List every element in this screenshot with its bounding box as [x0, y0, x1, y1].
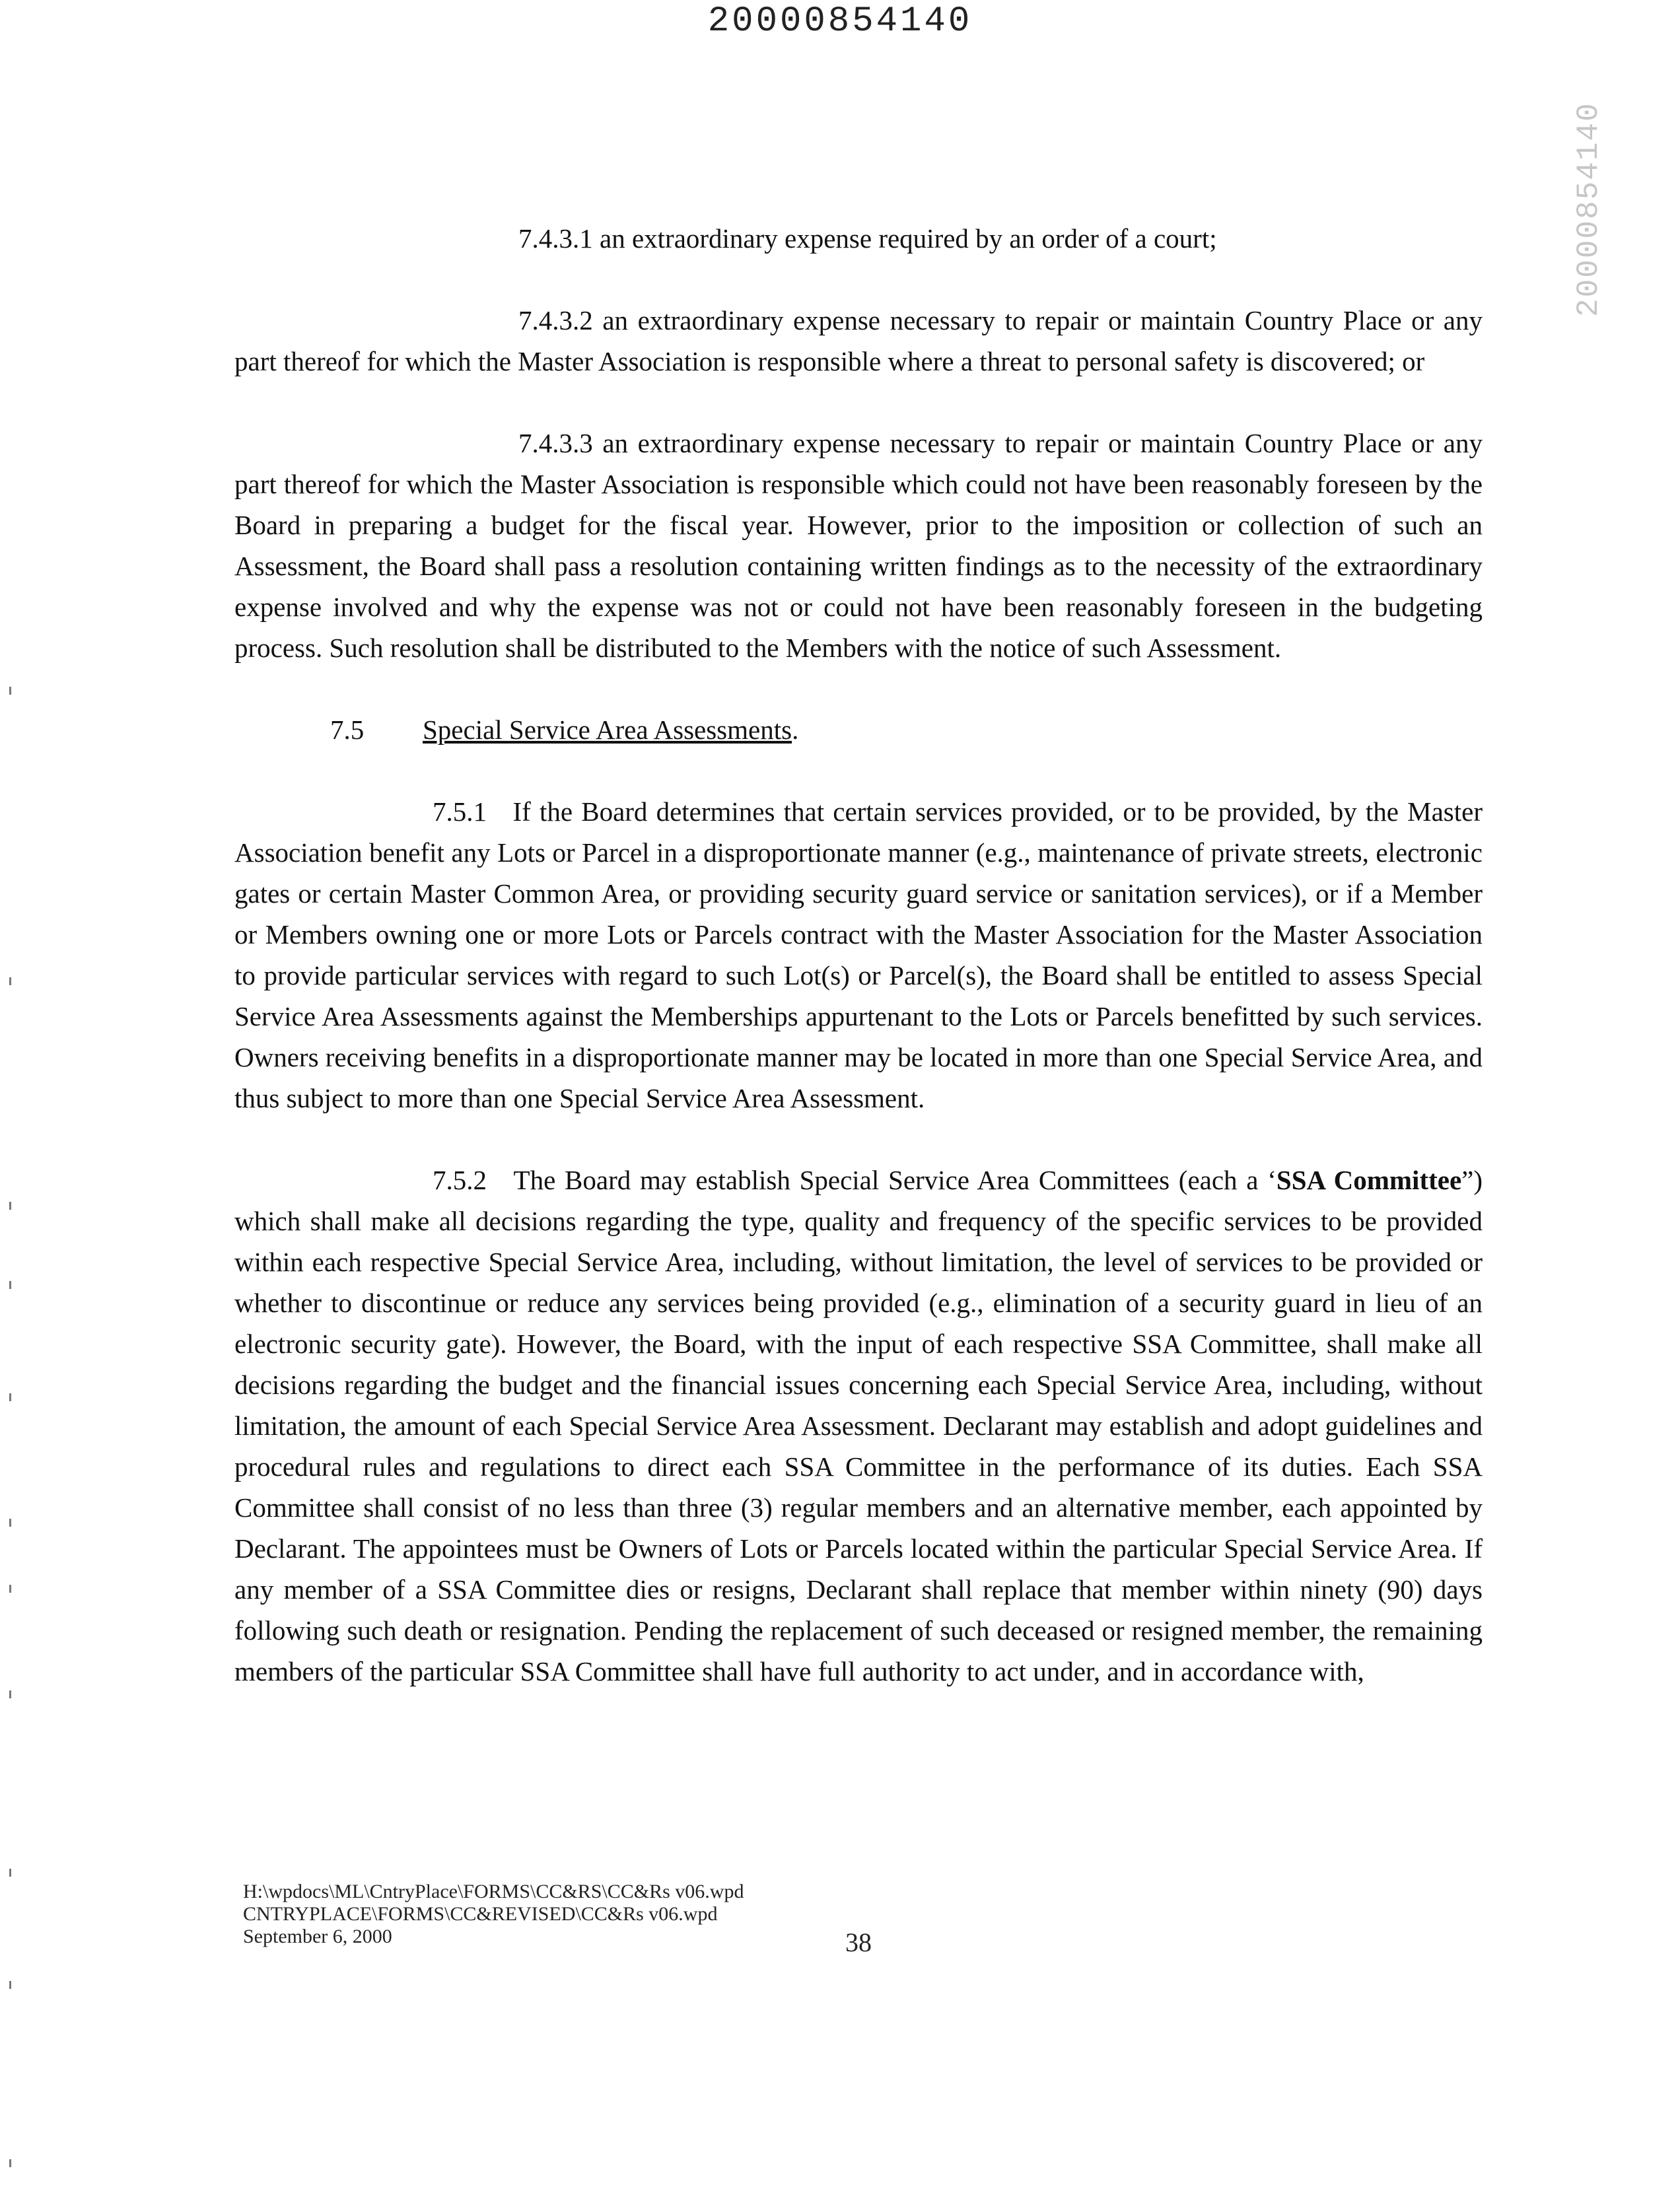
scan-margin-mark [9, 1690, 11, 1698]
paragraph-number: 7.4.3.1 [518, 223, 593, 254]
paragraph-number: 7.5.2 [433, 1165, 487, 1195]
page-number: 38 [845, 1927, 872, 1957]
scan-margin-mark [9, 1869, 11, 1877]
scan-margin-mark [9, 1281, 11, 1289]
section-heading-7-5 [234, 709, 1483, 750]
footer-path-line-2: CNTRYPLACE\FORMS\CC&REVISED\CC&Rs v06.wpd [243, 1903, 718, 1925]
paragraph-number: 7.5.1 [433, 796, 487, 827]
footer-file-info [243, 1881, 744, 1948]
paragraph-7-5-1 [234, 791, 1483, 1119]
paragraph-number: 7.4.3.3 [518, 428, 593, 458]
paragraph-7-4-3-2 [234, 300, 1483, 382]
section-number: 7.5 [330, 714, 365, 745]
paragraph-text: ”) which shall make all decisions regarding the type, quality and frequency of the specific services to be provided within each respective Special Service Area, including, without limitation, the level of services to be provided or whether to discontinue or reduce any services being provided (e.g., elimination of a security guard in lieu of an electronic security gate). However, the Board, with the input of each respective SSA Committee, shall make all decisions regarding the budget and the financial issues concerning each Special Service Area, including, without limitation, the amount of each Special Service Area Assessment. Declarant may establish and adopt guidelines and procedural rules and regulations to direct each SSA Committee in the performance of its duties. Each SSA Committee shall consist of no less than three (3) regular members and an alternative member, each appointed by Declarant. The appointees must be Owners of Lots or Parcels located within the particular Special Service Area. If any member of a SSA Committee dies or resigns, Declarant shall replace that member within ninety (90) days following such death or resignation. Pending the replacement of such deceased or resigned member, the remaining members of the particular SSA Committee shall have full authority to act under, and in accordance with, [234, 1165, 1483, 1686]
section-title-suffix: . [792, 714, 799, 745]
scan-margin-mark [9, 687, 11, 695]
paragraph-text: an extraordinary expense necessary to repair or maintain Country Place or any part thereof for which the Master Association is responsible which could not have been reasonably foreseen by the Board in preparing a budget for the fiscal year. However, prior to the imposition or collection of such an Assessment, the Board shall pass a resolution containing written findings as to the necessity of the extraordinary expense involved and why the expense was not or could not have been reasonably foreseen in the budgeting process. Such resolution shall be distributed to the Members with the notice of such Assessment. [234, 428, 1483, 663]
scan-margin-mark [9, 1981, 11, 1989]
paragraph-number: 7.4.3.2 [518, 305, 593, 335]
paragraph-lead: The Board may establish Special Service Area Committees (each a ‘ [513, 1165, 1277, 1195]
scan-margin-mark [9, 2159, 11, 2167]
footer-date: September 6, 2000 [243, 1926, 392, 1947]
paragraph-7-5-2 [234, 1160, 1483, 1692]
paragraph-7-4-3-1 [234, 218, 1483, 259]
paragraph-text: If the Board determines that certain services provided, or to be provided, by the Master Association benefit any Lots or Parcel in a disproportionate manner (e.g., maintenance of private streets, electronic gates or certain Master Common Area, or providing security guard service or sanitation services), or if a Member or Members owning one or more Lots or Parcels contract with the Master Association for the Master Association to provide particular services with regard to such Lot(s) or Parcel(s), the Board shall be entitled to assess Special Service Area Assessments against the Memberships appurtenant to the Lots or Parcels benefitted by such services. Owners receiving benefits in a disproportionate manner may be located in more than one Special Service Area, and thus subject to more than one Special Service Area Assessment. [234, 796, 1483, 1113]
document-body [234, 218, 1483, 1733]
paragraph-text: an extraordinary expense necessary to repair or maintain Country Place or any part thereof for which the Master Association is responsible where a threat to personal safety is discovered; or [234, 305, 1483, 376]
defined-term: SSA Committee [1276, 1165, 1462, 1195]
scan-margin-mark [9, 1202, 11, 1210]
section-title: Special Service Area Assessments [423, 714, 792, 745]
scan-margin-mark [9, 1585, 11, 1593]
side-stamp: 20000854140 [1572, 102, 1606, 317]
scan-margin-mark [9, 977, 11, 985]
footer-path-line-1: H:\wpdocs\ML\CntryPlace\FORMS\CC&RS\CC&Rs v06.wpd [243, 1881, 744, 1902]
paragraph-text: an extraordinary expense required by an order of a court; [600, 223, 1217, 254]
scan-margin-mark [9, 1519, 11, 1527]
paragraph-7-4-3-3 [234, 423, 1483, 668]
document-number: 20000854140 [707, 1, 973, 42]
scan-margin-mark [9, 1393, 11, 1401]
